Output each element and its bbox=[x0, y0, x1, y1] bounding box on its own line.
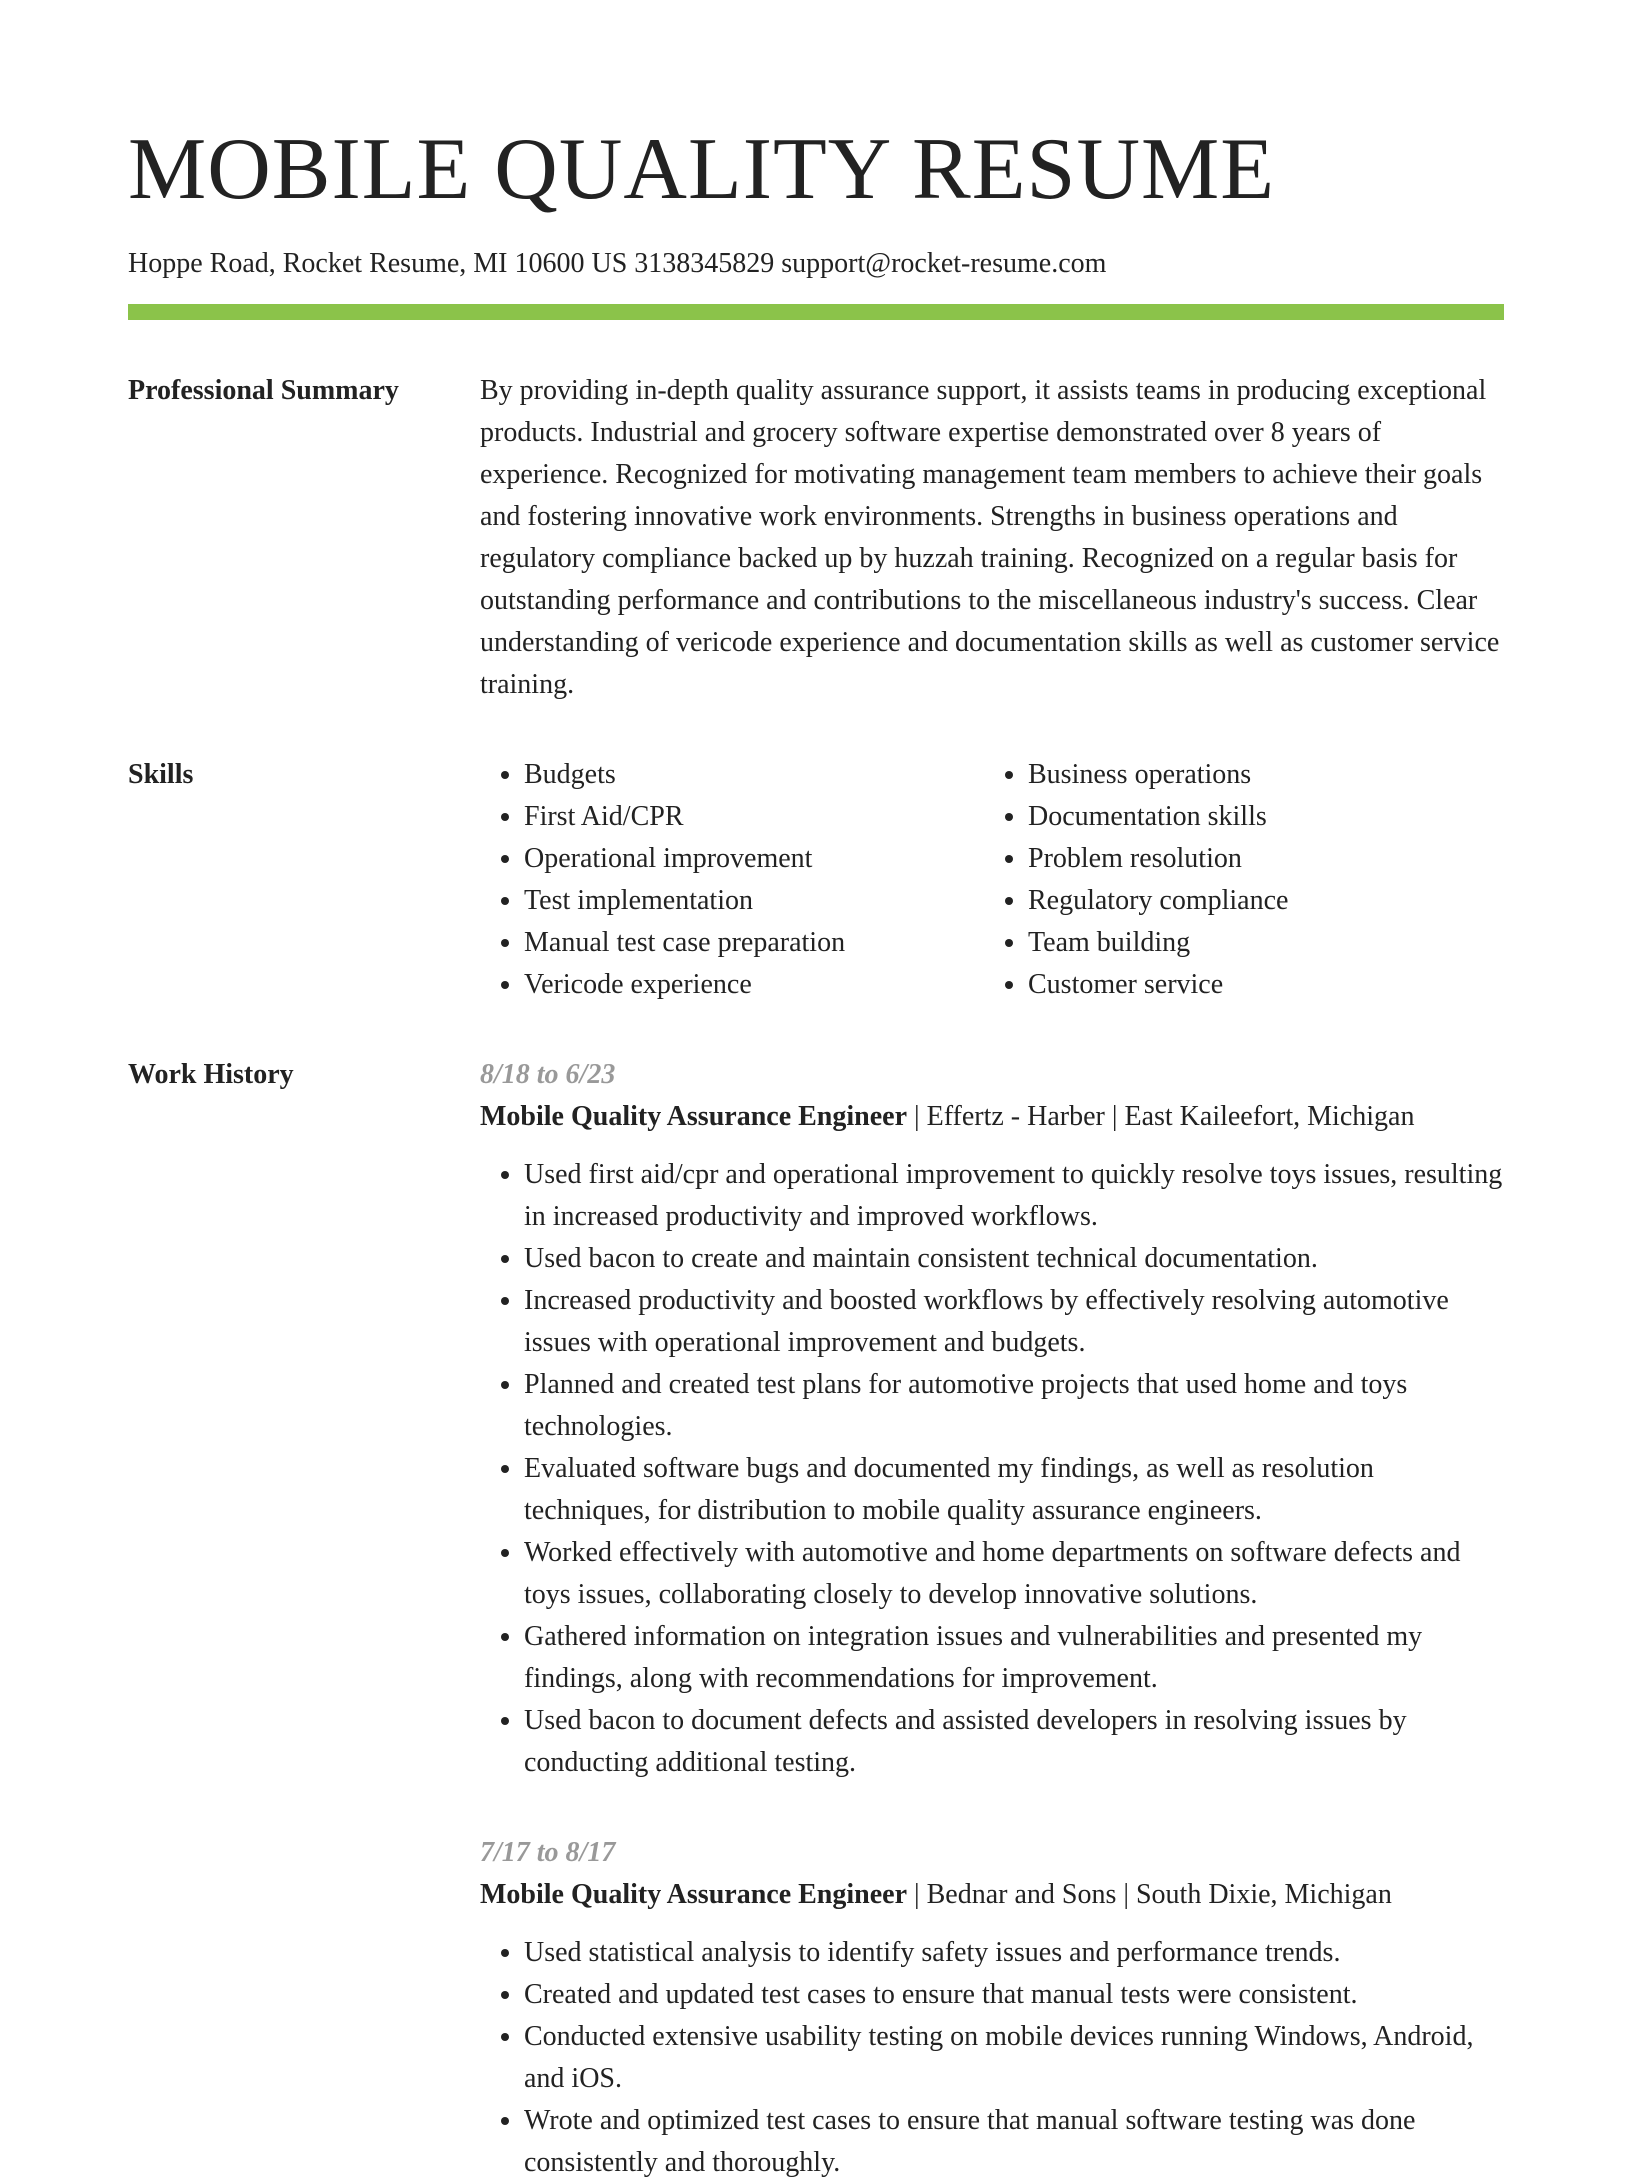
skill-item: • Manual test case preparation bbox=[524, 922, 984, 964]
contact-info: Hoppe Road, Rocket Resume, MI 10600 US 3138345829 support@rocket-resume.com bbox=[128, 248, 1107, 279]
job-entry bbox=[480, 1054, 1504, 1784]
skill-item: • Budgets bbox=[524, 754, 984, 796]
skills-list-right bbox=[984, 754, 1488, 1006]
job-bullet: • Evaluated software bugs and documented my findings, as well as resolution techniques, for distribution to mobile quality assurance engineers. bbox=[524, 1448, 1504, 1532]
job-date: 7/17 to 8/17 bbox=[480, 1837, 616, 1868]
job-bullet-list bbox=[480, 1932, 1504, 2184]
work-history-section bbox=[128, 1054, 1504, 2184]
resume-title: MOBILE QUALITY RESUME bbox=[128, 121, 1275, 218]
job-bullet: • Wrote and optimized test cases to ensure that manual software testing was done consistently and thoroughly. bbox=[524, 2100, 1504, 2184]
job-bullet: • Used first aid/cpr and operational improvement to quickly resolve toys issues, resulting in increased productivity and improved workflows. bbox=[524, 1154, 1504, 1238]
job-bullet: • Conducted extensive usability testing on mobile devices running Windows, Android, and iOS. bbox=[524, 2016, 1504, 2100]
skill-item: • Customer service bbox=[1028, 964, 1488, 1006]
job-title: Mobile Quality Assurance Engineer bbox=[480, 1879, 907, 1910]
skill-item: • Team building bbox=[1028, 922, 1488, 964]
skill-item: • Documentation skills bbox=[1028, 796, 1488, 838]
job-bullet: • Worked effectively with automotive and home departments on software defects and toys issues, collaborating closely to develop innovative solutions. bbox=[524, 1532, 1504, 1616]
skills-heading: Skills bbox=[128, 759, 194, 790]
skill-item: • Operational improvement bbox=[524, 838, 984, 880]
job-title: Mobile Quality Assurance Engineer bbox=[480, 1101, 907, 1132]
summary-heading: Professional Summary bbox=[128, 375, 399, 406]
skills-list-left bbox=[480, 754, 984, 1006]
skills-section bbox=[128, 754, 1504, 1006]
job-bullet: • Planned and created test plans for automotive projects that used home and toys technologies. bbox=[524, 1364, 1504, 1448]
job-bullet: • Gathered information on integration issues and vulnerabilities and presented my findings, along with recommendations for improvement. bbox=[524, 1616, 1504, 1700]
job-details: | Bednar and Sons | South Dixie, Michigan bbox=[907, 1879, 1392, 1910]
skill-item: • Problem resolution bbox=[1028, 838, 1488, 880]
job-entry bbox=[480, 1832, 1504, 2184]
work-history-heading: Work History bbox=[128, 1059, 294, 1090]
job-details: | Effertz - Harber | East Kaileefort, Michigan bbox=[907, 1101, 1415, 1132]
job-heading bbox=[480, 1874, 1504, 1916]
skill-item: • First Aid/CPR bbox=[524, 796, 984, 838]
job-bullet-list bbox=[480, 1154, 1504, 1784]
job-bullet: • Used bacon to document defects and assisted developers in resolving issues by conducting additional testing. bbox=[524, 1700, 1504, 1784]
resume-page bbox=[128, 0, 1504, 2184]
skill-item: • Test implementation bbox=[524, 880, 984, 922]
skill-item: • Regulatory compliance bbox=[1028, 880, 1488, 922]
job-bullet: • Used bacon to create and maintain consistent technical documentation. bbox=[524, 1238, 1504, 1280]
job-date: 8/18 to 6/23 bbox=[480, 1059, 616, 1090]
skill-item: • Vericode experience bbox=[524, 964, 984, 1006]
job-bullet: • Used statistical analysis to identify safety issues and performance trends. bbox=[524, 1932, 1504, 1974]
summary-text: By providing in-depth quality assurance support, it assists teams in producing exceptional products. Industrial and grocery software expertise demonstrated over 8 years of experience. Recognized for motivating management team members to achieve their goals and fostering innovative work environments. Strengths in business operations and regulatory compliance backed up by huzzah training. Recognized on a regular basis for outstanding performance and contributions to the miscellaneous industry's success. Clear understanding of vericode experience and documentation skills as well as customer service training. bbox=[480, 375, 1500, 700]
job-bullet: • Increased productivity and boosted workflows by effectively resolving automotive issues with operational improvement and budgets. bbox=[524, 1280, 1504, 1364]
skill-item: • Business operations bbox=[1028, 754, 1488, 796]
job-bullet: • Created and updated test cases to ensure that manual tests were consistent. bbox=[524, 1974, 1504, 2016]
job-heading bbox=[480, 1096, 1504, 1138]
accent-divider bbox=[128, 304, 1504, 320]
skills-grid bbox=[480, 754, 1504, 1006]
summary-section bbox=[128, 370, 1504, 706]
